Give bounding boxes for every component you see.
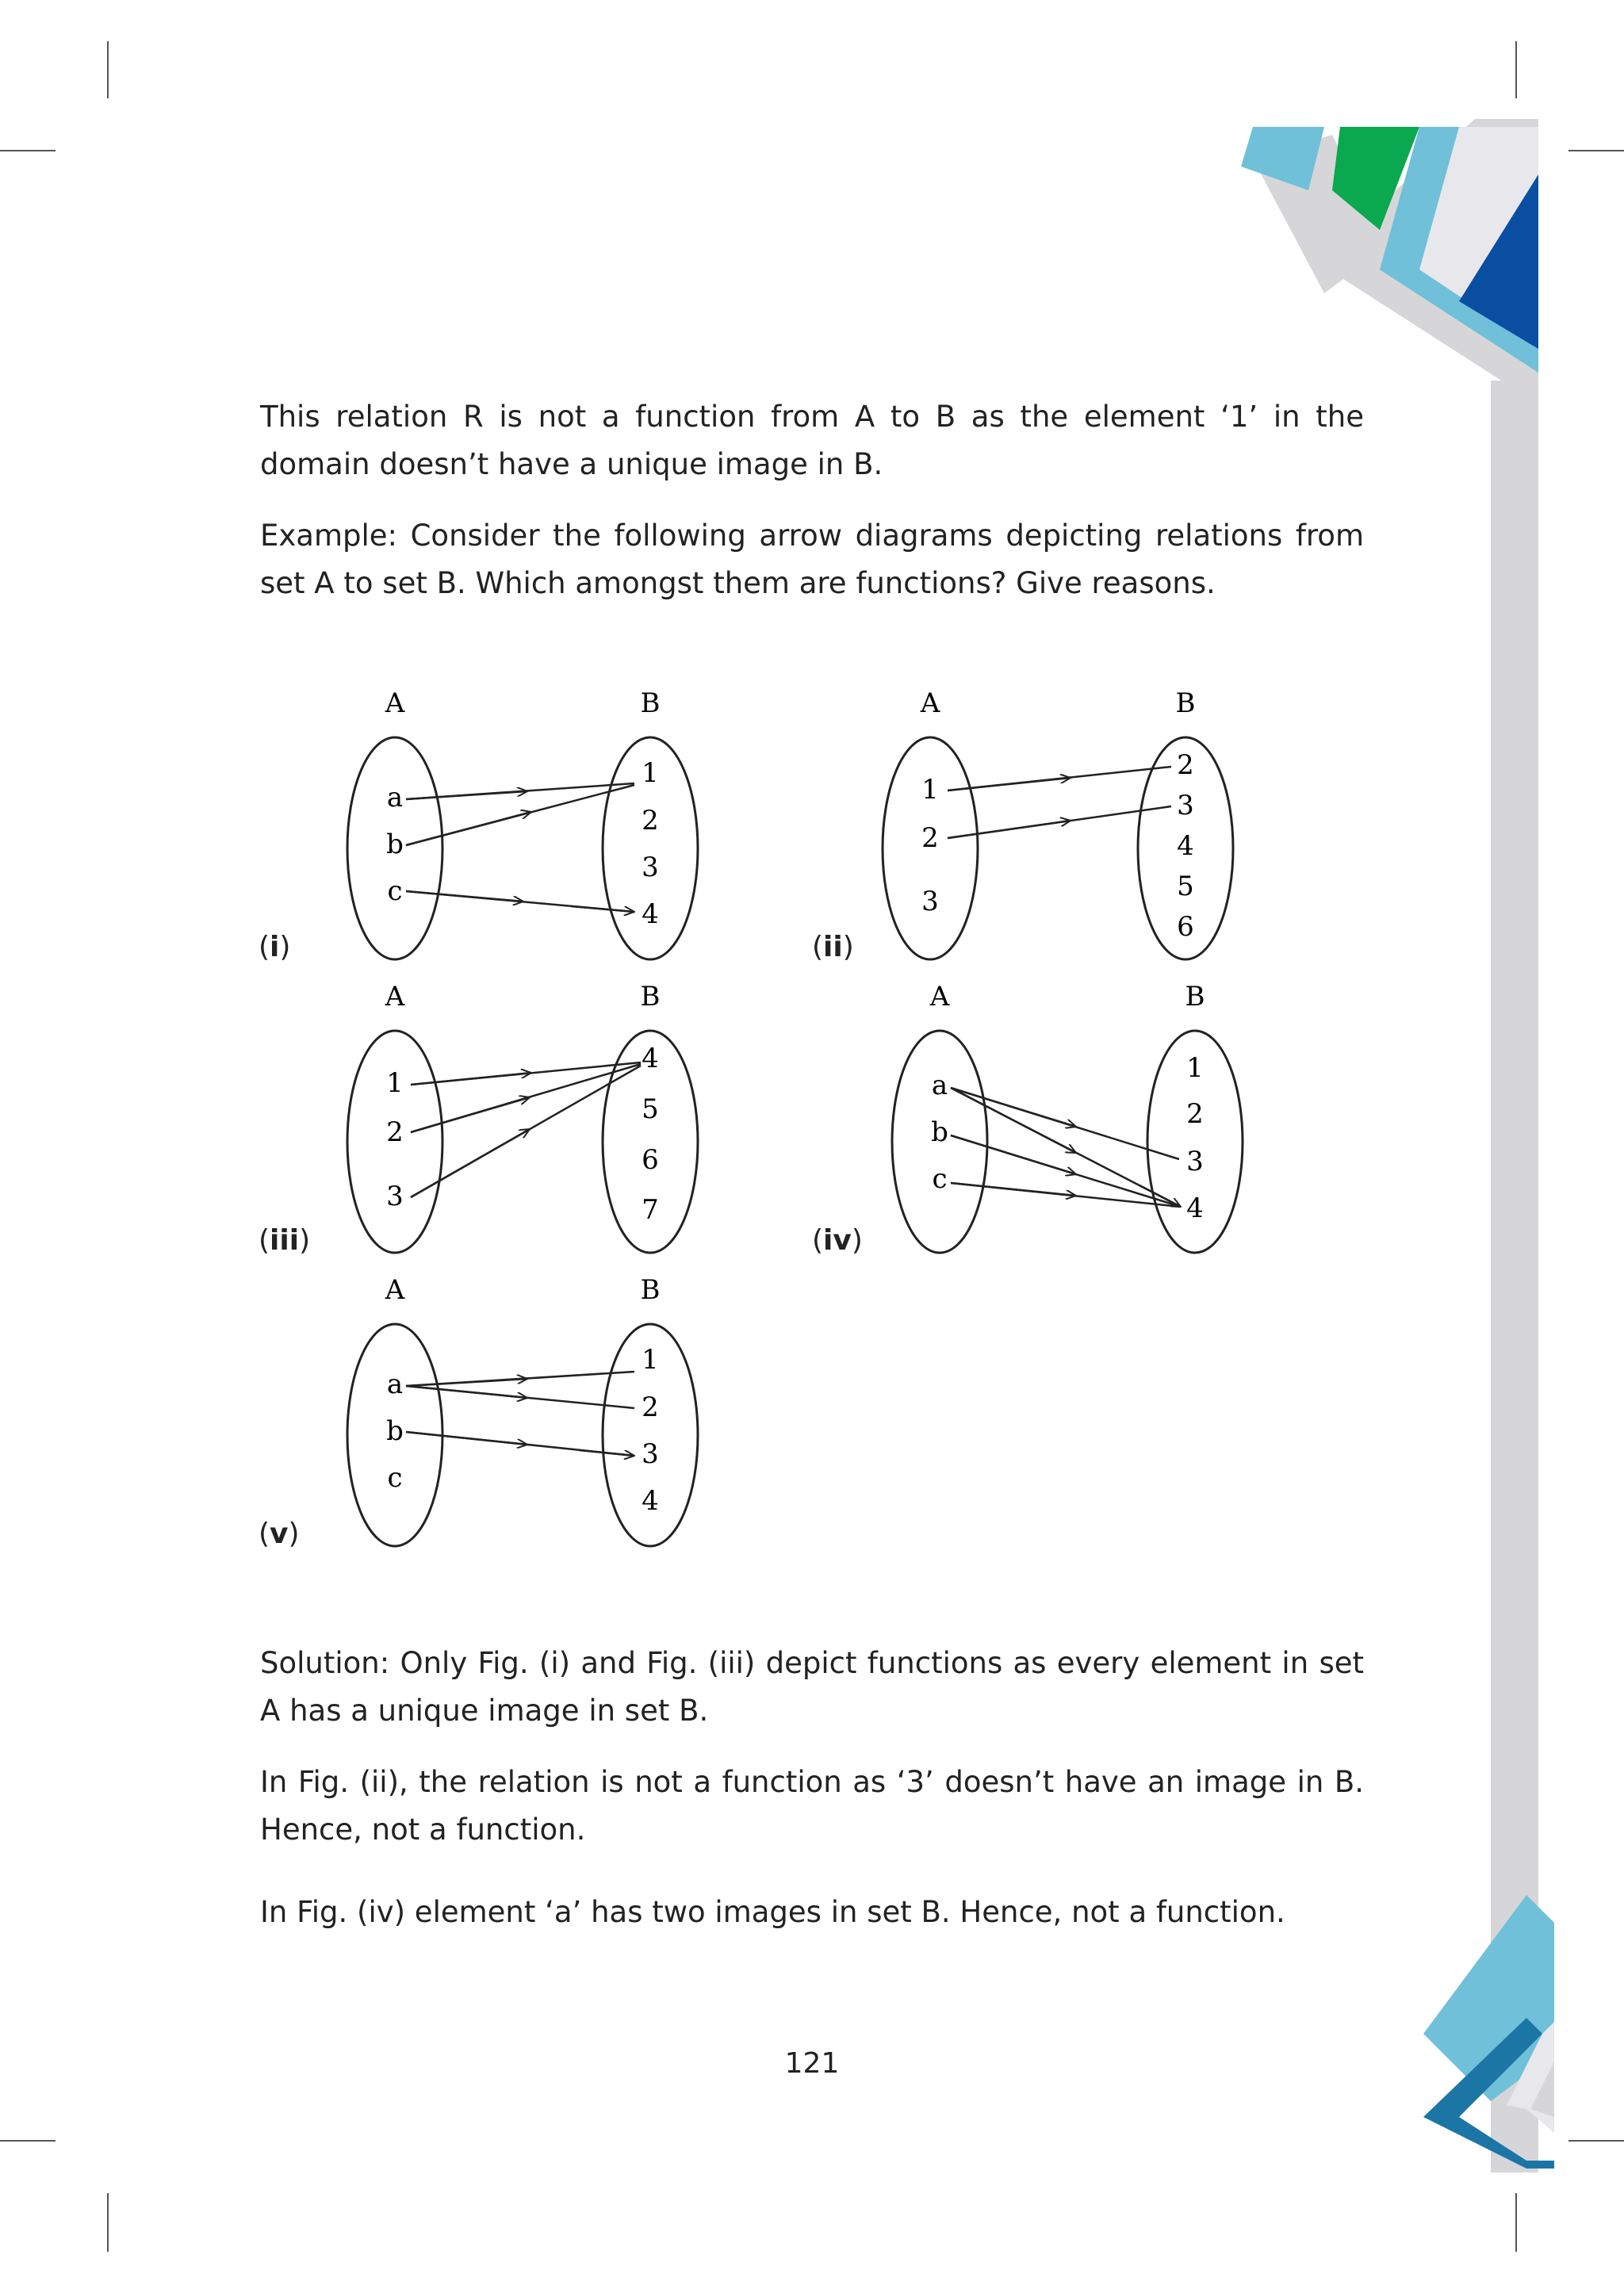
domain-element: 2 bbox=[642, 1391, 659, 1423]
figure-ii-label: (ii) bbox=[812, 931, 854, 963]
domain-element: b bbox=[386, 1415, 404, 1447]
figure-iv-label: (iv) bbox=[812, 1224, 863, 1257]
domain-element: c bbox=[387, 875, 403, 907]
figure-iv-diagram bbox=[878, 975, 1274, 1261]
domain-element: 3 bbox=[642, 1438, 659, 1470]
domain-element: 2 bbox=[1186, 1098, 1204, 1130]
domain-element: c bbox=[932, 1163, 948, 1195]
domain-element: 1 bbox=[921, 774, 939, 806]
decorative-corner-top bbox=[1237, 119, 1554, 404]
paragraph-fig-iv-explanation: In Fig. (iv) element ‘a’ has two images in set B. Hence, not a function. bbox=[260, 1895, 1285, 1929]
domain-element: 2 bbox=[921, 822, 939, 854]
domain-element: 4 bbox=[642, 898, 659, 930]
domain-element: 7 bbox=[642, 1194, 659, 1226]
domain-element: 2 bbox=[642, 805, 659, 836]
domain-element: 4 bbox=[642, 1485, 659, 1517]
set-label: A bbox=[385, 981, 405, 1013]
domain-element: 5 bbox=[1177, 871, 1194, 902]
figure-iii-diagram bbox=[333, 975, 730, 1261]
domain-element: 5 bbox=[642, 1093, 659, 1125]
set-a-label: A bbox=[385, 687, 405, 719]
domain-element: 2 bbox=[1177, 749, 1194, 781]
figure-v-label: (v) bbox=[259, 1518, 300, 1550]
set-label: A bbox=[929, 981, 950, 1013]
domain-element: a bbox=[386, 1369, 404, 1400]
paragraph-example: Example: Consider the following arrow diagrams depicting relations from set A to set B. Which amongst them are functions? Give reasons. bbox=[260, 519, 1364, 600]
domain-element: a bbox=[931, 1070, 948, 1101]
domain-element: 3 bbox=[1177, 790, 1194, 821]
figure-v-diagram bbox=[333, 1269, 730, 1554]
set-b-label: B bbox=[640, 687, 661, 719]
domain-element: 2 bbox=[386, 1116, 404, 1148]
domain-element: 3 bbox=[1186, 1146, 1204, 1177]
set-label: A bbox=[920, 687, 940, 719]
paragraph-solution: Solution: Only Fig. (i) and Fig. (iii) depict functions as every element in set A has a unique image in set B. bbox=[260, 1646, 1364, 1728]
domain-element: b bbox=[386, 829, 404, 860]
set-label: B bbox=[640, 1274, 661, 1306]
figure-ii-diagram bbox=[868, 682, 1265, 967]
decorative-corner-bottom bbox=[1411, 1895, 1554, 2180]
domain-element: 6 bbox=[1177, 911, 1194, 943]
figure-i-diagram bbox=[333, 682, 730, 967]
domain-element: 1 bbox=[642, 757, 659, 789]
set-label: B bbox=[1185, 981, 1205, 1013]
set-label: B bbox=[640, 981, 661, 1013]
figure-iii-label: (iii) bbox=[259, 1224, 311, 1257]
set-label: B bbox=[1175, 687, 1196, 719]
paragraph-not-function: This relation R is not a function from A to B as the element ‘1’ in the domain doesn’t have a unique image in B. bbox=[260, 400, 1364, 481]
domain-element: 3 bbox=[642, 852, 659, 883]
domain-element: 1 bbox=[1186, 1052, 1204, 1084]
domain-element: 6 bbox=[642, 1144, 659, 1176]
domain-element: 3 bbox=[386, 1181, 404, 1212]
domain-element: 1 bbox=[386, 1067, 404, 1099]
domain-element: c bbox=[387, 1462, 403, 1494]
page-number: 121 bbox=[784, 2047, 840, 2080]
paragraph-fig-ii-explanation: In Fig. (ii), the relation is not a function as ‘3’ doesn’t have an image in B. Hence, not a function. bbox=[260, 1765, 1364, 1847]
domain-element: 4 bbox=[1186, 1192, 1204, 1224]
figure-i-label: (i) bbox=[259, 931, 291, 963]
domain-element: 4 bbox=[1177, 830, 1194, 862]
domain-element: b bbox=[931, 1116, 948, 1148]
domain-element: 1 bbox=[642, 1344, 659, 1376]
set-label: A bbox=[385, 1274, 405, 1306]
domain-element: 3 bbox=[921, 886, 939, 917]
domain-element: 4 bbox=[642, 1043, 659, 1074]
domain-element: a bbox=[386, 782, 404, 813]
